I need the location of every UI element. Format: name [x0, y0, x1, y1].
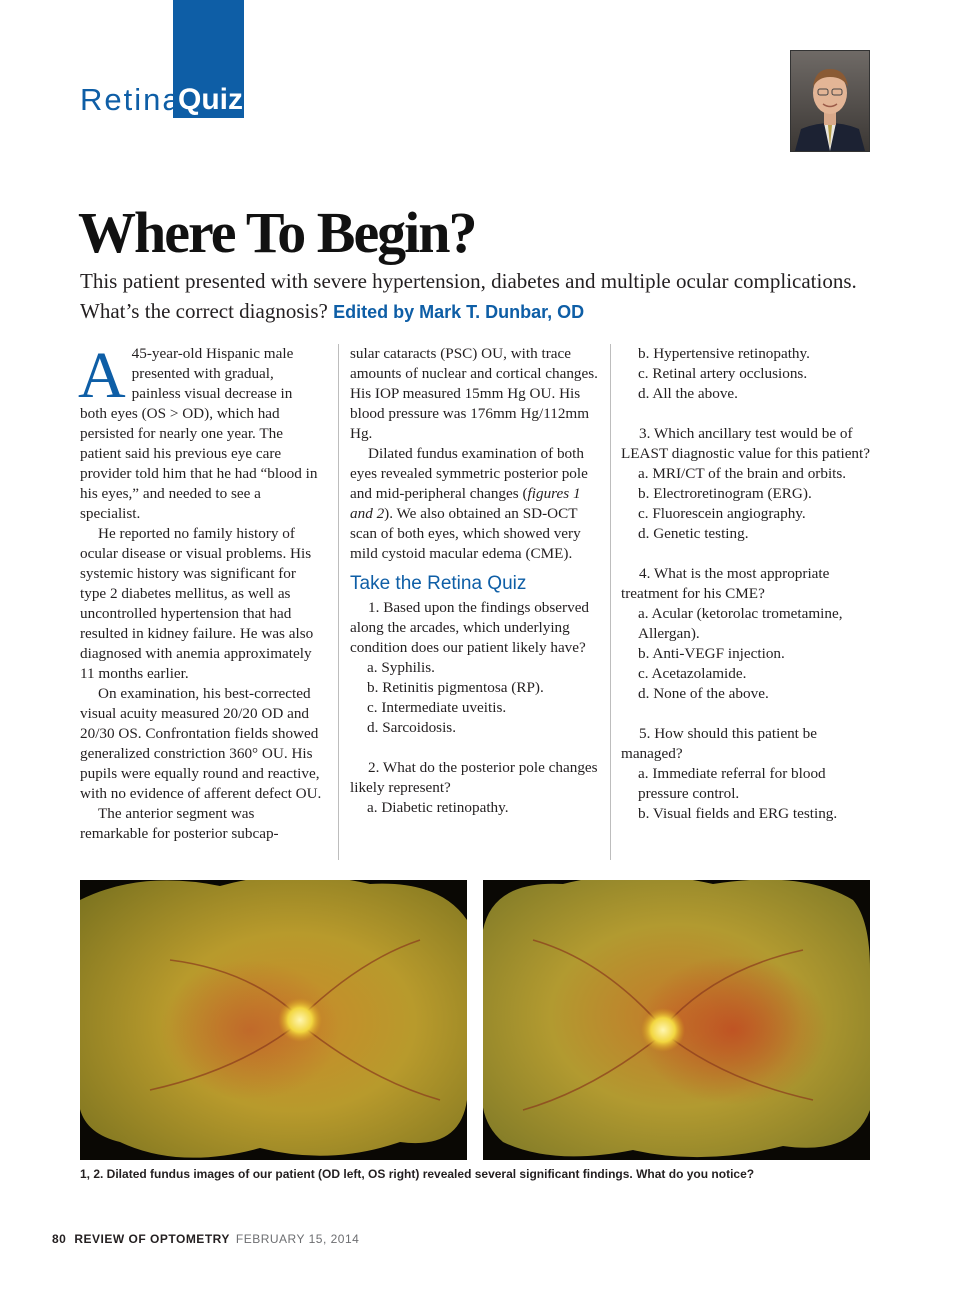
quiz-option: d. Sarcoidosis. — [367, 719, 457, 736]
quiz-option: d. None of the above. — [638, 685, 769, 702]
article-deck — [80, 266, 900, 327]
section-label-retina: Retina — [80, 82, 182, 117]
quiz-heading: Take the Retina Quiz — [350, 573, 527, 594]
quiz-option: b. Hypertensive retinopathy. — [638, 345, 810, 362]
author-photo — [790, 50, 870, 152]
body-paragraph: The anterior segment was remarkable for posterior subcap- — [80, 805, 279, 842]
quiz-option: a. Immediate referral for blood pressure control. — [638, 765, 826, 802]
fundus-image-od — [80, 880, 467, 1160]
paragraph-text: 45-year-old Hispanic male presented with gradual, painless visual decrease in both eyes (OS > OD), which had persisted for nearly one year. The patient said his previous eye care provider told him that he had “blood in his eyes,” and needed to see a specialist. — [80, 345, 318, 522]
figure-caption: 1, 2. Dilated fundus images of our patient (OD left, OS right) revealed several significant findings. What do you notice? — [80, 1167, 755, 1181]
quiz-option: b. Retinitis pigmentosa (RP). — [367, 679, 544, 696]
quiz-question-3: 3. Which ancillary test would be of LEAST diagnostic value for this patient? — [621, 425, 870, 462]
quiz-option: c. Intermediate uveitis. — [367, 699, 507, 716]
drop-cap: A — [78, 339, 126, 412]
quiz-option: a. Syphilis. — [367, 659, 435, 676]
fundus-image-os — [483, 880, 870, 1160]
editor-credit: Edited by Mark T. Dunbar, OD — [333, 302, 585, 322]
quiz-option: c. Retinal artery occlusions. — [638, 365, 808, 382]
quiz-question-5: 5. How should this patient be managed? — [621, 725, 818, 762]
quiz-option: a. Acular (ketorolac trometamine, Allergan). — [638, 605, 843, 642]
body-column-1 — [78, 339, 322, 844]
quiz-option: b. Electroretinogram (ERG). — [638, 485, 812, 502]
body-paragraph: sular cataracts (PSC) OU, with trace amounts of nuclear and cortical changes. His IOP measured 15mm Hg OU. His blood pressure was 176mm Hg/112mm Hg. — [350, 345, 598, 442]
page-footer — [52, 1232, 359, 1246]
article-headline: Where To Begin? — [78, 200, 476, 265]
body-paragraph: On examination, his best-corrected visual acuity measured 20/20 OD and 20/30 OS. Confrontation fields showed generalized constriction 360° OU. His pupils were equally round and reactive, with no evidence of afferent defect OU. — [80, 685, 322, 802]
quiz-option: c. Fluorescein angiography. — [638, 505, 806, 522]
figure-reference: figures 1 and 2 — [350, 485, 581, 522]
body-paragraph: He reported no family history of ocular disease or visual problems. His systemic history was significant for type 2 diabetes mellitus, as well as uncontrolled hypertension that had resulted in kidney failure. He was also diagnosed with anemia approximately 11 months earlier. — [80, 525, 314, 682]
quiz-option: a. MRI/CT of the brain and orbits. — [638, 465, 847, 482]
body-paragraph — [78, 339, 322, 524]
quiz-option: d. All the above. — [638, 385, 738, 402]
column-rule — [610, 344, 611, 860]
body-paragraph — [350, 444, 600, 564]
page-number: 80 — [52, 1232, 67, 1246]
quiz-question-2: 2. What do the posterior pole changes likely represent? — [350, 759, 598, 796]
quiz-option: b. Visual fields and ERG testing. — [638, 805, 838, 822]
deck-text: This patient presented with severe hypertension, diabetes and multiple ocular complications. What’s the correct diagnosis? — [80, 269, 857, 323]
magazine-name: REVIEW OF OPTOMETRY — [74, 1232, 230, 1246]
portrait-image — [791, 51, 869, 151]
paragraph-text: ). We also obtained an SD-OCT scan of both eyes, which showed very mild cystoid macular edema (CME). — [350, 505, 581, 562]
quiz-question-4: 4. What is the most appropriate treatment for his CME? — [621, 565, 830, 602]
column-rule — [338, 344, 339, 860]
quiz-question-1: 1. Based upon the findings observed along the arcades, which underlying condition does our patient likely have? — [350, 599, 590, 656]
quiz-option: c. Acetazolamide. — [638, 665, 747, 682]
body-column-3 — [621, 344, 876, 824]
quiz-option: b. Anti-VEGF injection. — [638, 645, 785, 662]
quiz-option: d. Genetic testing. — [638, 525, 749, 542]
body-column-2 — [350, 344, 600, 818]
issue-date: FEBRUARY 15, 2014 — [235, 1232, 360, 1246]
quiz-option: a. Diabetic retinopathy. — [367, 799, 509, 816]
section-label-quiz: Quiz — [178, 83, 243, 116]
paragraph-text: Dilated fundus examination of both eyes revealed symmetric posterior pole and mid-peripheral changes ( — [350, 445, 588, 502]
